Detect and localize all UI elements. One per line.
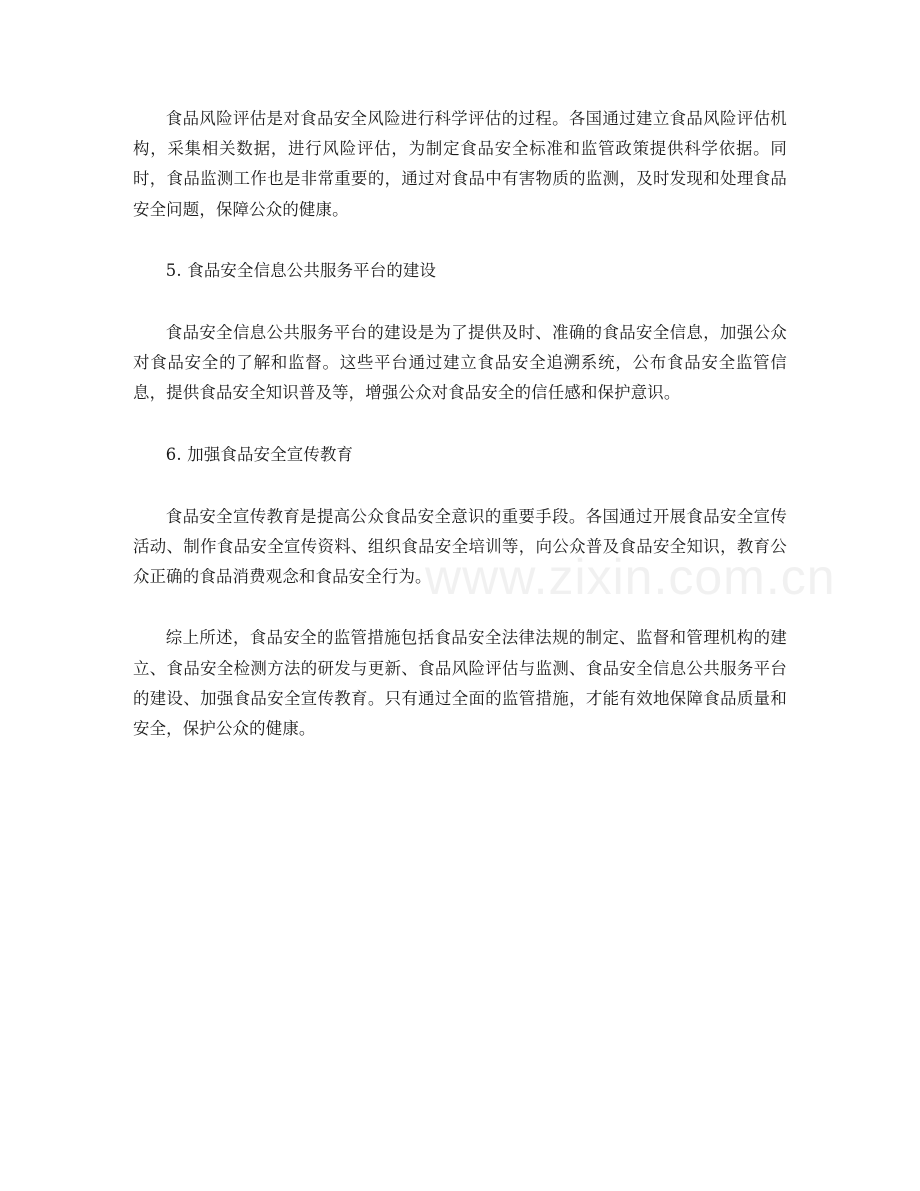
watermark: www.zixin.com.cn — [425, 549, 836, 605]
paragraph-info-platform: 食品安全信息公共服务平台的建设是为了提供及时、准确的食品安全信息，加强公众对食品安全的了解和监督。这些平台通过建立食品安全追溯系统，公布食品安全监管信息，提供食品安全知识普及等，增强公众对食品安全的信任感和保护意识。 — [133, 323, 787, 403]
section-heading-6: 6. 加强食品安全宣传教育 — [165, 444, 354, 464]
document-body — [133, 104, 787, 775]
section-heading-5: 5. 食品安全信息公共服务平台的建设 — [165, 260, 437, 280]
paragraph-risk-assessment: 食品风险评估是对食品安全风险进行科学评估的过程。各国通过建立食品风险评估机构，采集相关数据，进行风险评估，为制定食品安全标准和监管政策提供科学依据。同时，食品监测工作也是非常重要的，通过对食品中有害物质的监测，及时发现和处理食品安全问题，保障公众的健康。 — [133, 109, 787, 219]
paragraph-conclusion: 综上所述，食品安全的监管措施包括食品安全法律法规的制定、监督和管理机构的建立、食品安全检测方法的研发与更新、食品风险评估与监测、食品安全信息公共服务平台的建设、加强食品安全宣传教育。只有通过全面的监管措施，才能有效地保障食品质量和安全，保护公众的健康。 — [133, 628, 787, 739]
paragraph-education: 食品安全宣传教育是提高公众食品安全意识的重要手段。各国通过开展食品安全宣传活动、制作食品安全宣传资料、组织食品安全培训等，向公众普及食品安全知识，教育公众正确的食品消费观念和食品安全行为。 — [133, 506, 787, 587]
